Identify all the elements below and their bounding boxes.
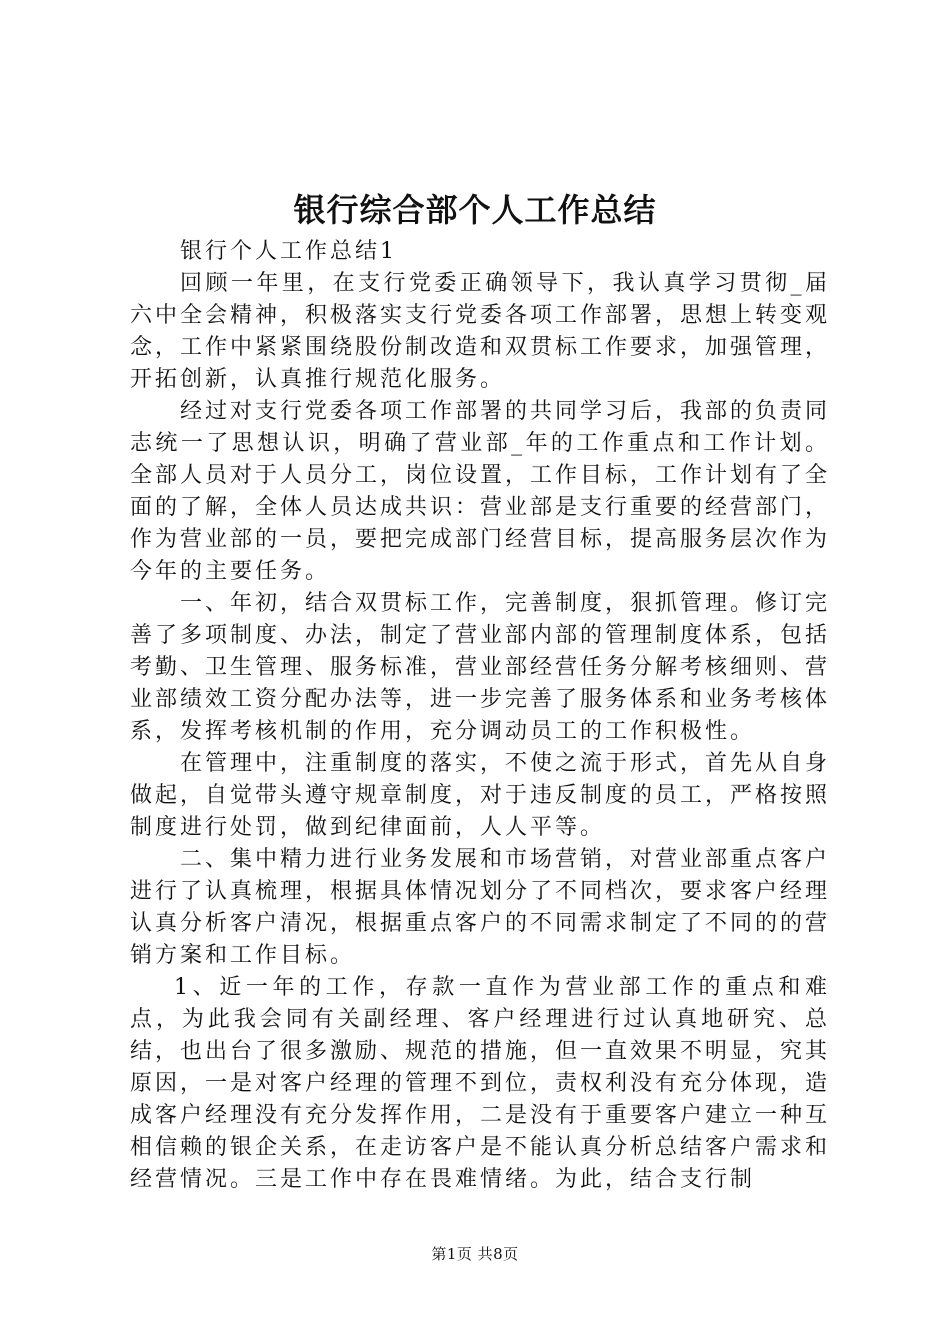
paragraph: 1、近一年的工作，存款一直作为营业部工作的重点和难点，为此我会同有关副经理、客户经理进行过认真地研究、总结，也出台了很多激励、规范的措施，但一直效果不明显，究其原因，一是对客户经理的管理不到位，责权利没有充分体现，造成客户经理没有充分发挥作用，二是没有于重要客户建立一种互相信赖的银企关系，在走访客户是不能认真分析总结客户需求和经营情况。三是工作中存在畏难情绪。为此，结合支行制: [130, 975, 831, 1192]
paragraph: 二、集中精力进行业务发展和市场营销，对营业部重点客户进行了认真梳理，根据具体情况划分了不同档次，要求客户经理认真分析客户清况，根据重点客户的不同需求制定了不同的的营销方案和工作目标。: [130, 847, 831, 968]
paragraph: 在管理中，注重制度的落实，不使之流于形式，首先从自身做起，自觉带头遵守规章制度，对于违反制度的员工，严格按照制度进行处罚，做到纪律面前，人人平等。: [130, 751, 831, 840]
document-body: [130, 236, 830, 1196]
paragraph: 一、年初，结合双贯标工作，完善制度，狠抓管理。修订完善了多项制度、办法，制定了营业部内部的管理制度体系，包括考勤、卫生管理、服务标准，营业部经营任务分解考核细则、营业部绩效工资分配办法等，进一步完善了服务体系和业务考核体系，发挥考核机制的作用，充分调动员工的工作积极性。: [130, 591, 831, 744]
section-heading: 银行个人工作总结1: [180, 239, 397, 264]
paragraph: 经过对支行党委各项工作部署的共同学习后，我部的负责同志统一了思想认识，明确了营业部_年的工作重点和工作计划。全部人员对于人员分工，岗位设置，工作目标，工作计划有了全面的了解，全体人员达成共识：营业部是支行重要的经营部门，作为营业部的一员，要把完成部门经营目标，提高服务层次作为今年的主要任务。: [130, 399, 831, 584]
document-title: 银行综合部个人工作总结: [293, 191, 657, 229]
paragraph: 回顾一年里，在支行党委正确领导下，我认真学习贯彻_届六中全会精神，积极落实支行党委各项工作部署，思想上转变观念，工作中紧紧围绕股份制改造和双贯标工作要求，加强管理，开拓创新，认真推行规范化服务。: [130, 271, 831, 392]
page-footer: 第1页 共8页: [431, 1245, 519, 1263]
